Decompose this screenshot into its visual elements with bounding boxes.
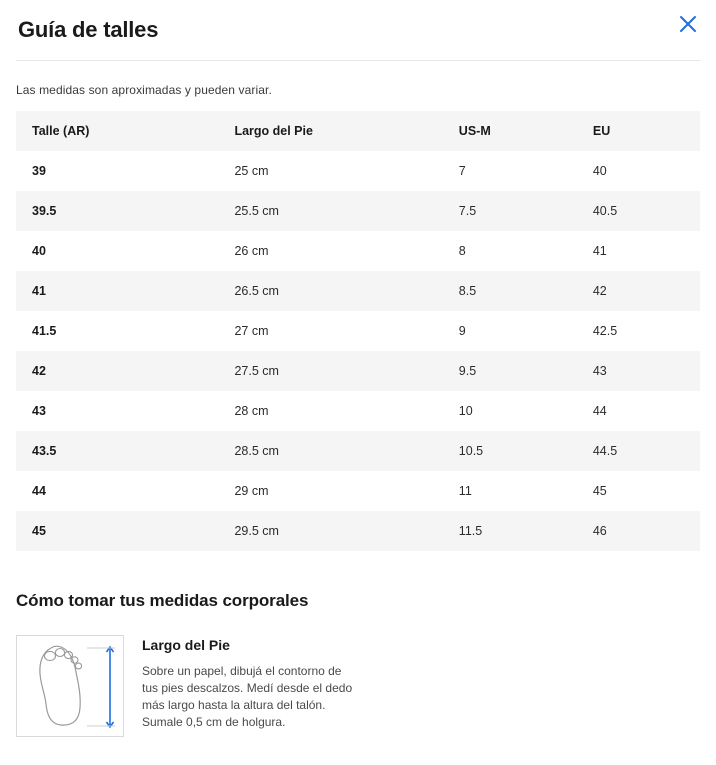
cell-eu: 45 <box>577 471 700 511</box>
page-title: Guía de talles <box>18 17 159 42</box>
table-body <box>16 151 700 551</box>
table-row <box>16 351 700 391</box>
cell-largo: 26 cm <box>218 231 442 271</box>
cell-talle: 42 <box>16 351 218 391</box>
cell-usm: 10 <box>443 391 577 431</box>
table-row <box>16 151 700 191</box>
table-row <box>16 231 700 271</box>
foot-outline-icon <box>16 635 124 737</box>
cell-usm: 11 <box>443 471 577 511</box>
table-row <box>16 431 700 471</box>
table-row <box>16 311 700 351</box>
cell-talle: 45 <box>16 511 218 551</box>
cell-talle: 44 <box>16 471 218 511</box>
column-header-talle-ar: Talle (AR) <box>16 111 218 151</box>
measurement-text <box>142 635 357 737</box>
table-row <box>16 191 700 231</box>
cell-largo: 27 cm <box>218 311 442 351</box>
cell-eu: 43 <box>577 351 700 391</box>
cell-usm: 9 <box>443 311 577 351</box>
column-header-largo-del-pie: Largo del Pie <box>218 111 442 151</box>
table-row <box>16 391 700 431</box>
modal-header <box>0 0 716 60</box>
cell-largo: 28 cm <box>218 391 442 431</box>
measurement-title: Largo del Pie <box>142 637 230 653</box>
size-table-container <box>0 111 716 551</box>
cell-eu: 41 <box>577 231 700 271</box>
table-header <box>16 111 700 151</box>
cell-usm: 8 <box>443 231 577 271</box>
cell-eu: 40.5 <box>577 191 700 231</box>
cell-eu: 42.5 <box>577 311 700 351</box>
cell-largo: 26.5 cm <box>218 271 442 311</box>
cell-talle: 43 <box>16 391 218 431</box>
table-header-row <box>16 111 700 151</box>
cell-largo: 25.5 cm <box>218 191 442 231</box>
measurement-item <box>0 611 716 737</box>
cell-usm: 8.5 <box>443 271 577 311</box>
close-icon[interactable] <box>674 10 702 38</box>
cell-largo: 28.5 cm <box>218 431 442 471</box>
cell-largo: 25 cm <box>218 151 442 191</box>
cell-talle: 40 <box>16 231 218 271</box>
cell-talle: 41 <box>16 271 218 311</box>
cell-largo: 29.5 cm <box>218 511 442 551</box>
cell-eu: 40 <box>577 151 700 191</box>
cell-usm: 7.5 <box>443 191 577 231</box>
measurements-section-title: Cómo tomar tus medidas corporales <box>16 591 309 610</box>
cell-usm: 10.5 <box>443 431 577 471</box>
cell-talle: 39 <box>16 151 218 191</box>
cell-eu: 44.5 <box>577 431 700 471</box>
approximate-measures-note: Las medidas son aproximadas y pueden variar. <box>16 83 272 97</box>
cell-talle: 39.5 <box>16 191 218 231</box>
cell-talle: 43.5 <box>16 431 218 471</box>
cell-largo: 29 cm <box>218 471 442 511</box>
table-row <box>16 511 700 551</box>
cell-largo: 27.5 cm <box>218 351 442 391</box>
column-header-eu: EU <box>577 111 700 151</box>
cell-usm: 9.5 <box>443 351 577 391</box>
measurement-description: Sobre un papel, dibujá el contorno de tus pies descalzos. Medí desde el dedo más largo hasta la altura del talón. Sumale 0,5 cm de holgura. <box>142 664 353 729</box>
cell-talle: 41.5 <box>16 311 218 351</box>
size-table <box>16 111 700 551</box>
table-row <box>16 271 700 311</box>
cell-usm: 11.5 <box>443 511 577 551</box>
table-row <box>16 471 700 511</box>
cell-eu: 44 <box>577 391 700 431</box>
cell-usm: 7 <box>443 151 577 191</box>
cell-eu: 46 <box>577 511 700 551</box>
column-header-us-m: US-M <box>443 111 577 151</box>
cell-eu: 42 <box>577 271 700 311</box>
